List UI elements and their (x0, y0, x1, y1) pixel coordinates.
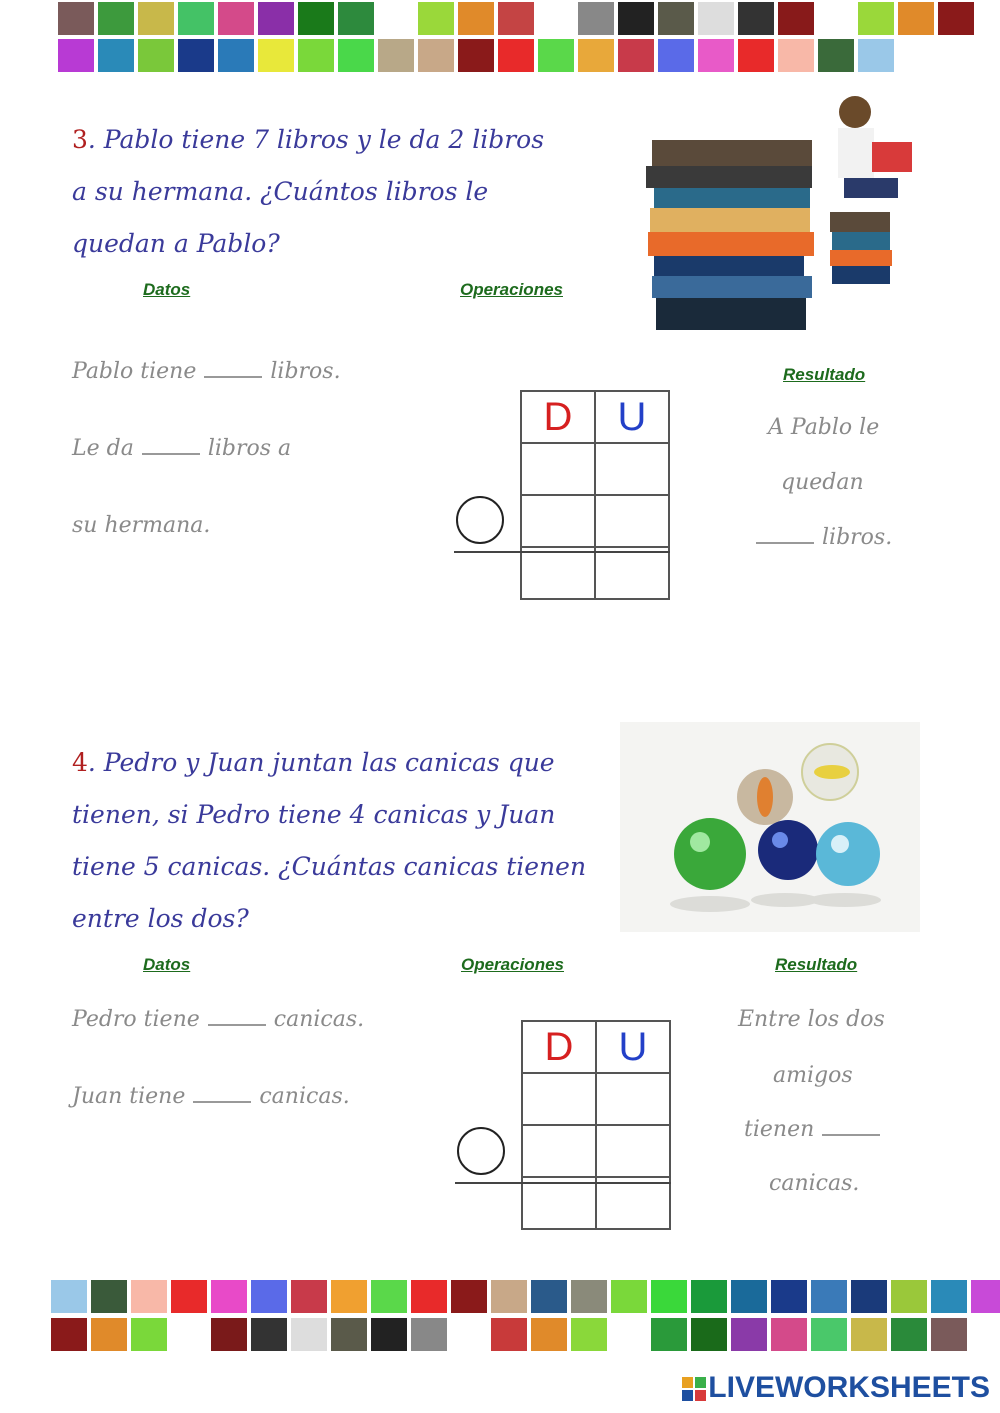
dato-text: Pablo tiene (72, 359, 197, 384)
color-square (898, 2, 934, 35)
answer-blank[interactable] (142, 452, 200, 455)
problem-line: entre los dos? (72, 904, 249, 933)
color-square (851, 1318, 887, 1351)
color-square (58, 39, 94, 72)
grid-cell[interactable] (522, 1177, 596, 1229)
dato-line (72, 1007, 364, 1032)
color-square (578, 39, 614, 72)
color-square (98, 2, 134, 35)
color-square (411, 1280, 447, 1313)
dato-text: canicas. (273, 1007, 365, 1032)
color-square (531, 1318, 567, 1351)
color-square (91, 1280, 127, 1313)
color-square (778, 39, 814, 72)
color-square (771, 1318, 807, 1351)
color-square (331, 1280, 367, 1313)
color-square (171, 1318, 207, 1351)
color-square (698, 39, 734, 72)
color-square (611, 1318, 647, 1351)
color-square (131, 1280, 167, 1313)
color-square (891, 1318, 927, 1351)
dato-line: su hermana. (72, 513, 211, 538)
color-square (971, 1280, 1000, 1313)
color-square (691, 1318, 727, 1351)
color-square (618, 2, 654, 35)
problem-line: tienen, si Pedro tiene 4 canicas y Juan (72, 800, 556, 829)
color-square (538, 2, 574, 35)
color-square (851, 1280, 887, 1313)
color-square (338, 2, 374, 35)
color-square (258, 39, 294, 72)
color-square (738, 2, 774, 35)
color-square (771, 1280, 807, 1313)
problem-line: . Pablo tiene 7 libros y le da 2 libros (87, 125, 545, 154)
color-square (178, 39, 214, 72)
bottom-color-strip-row1 (51, 1280, 1000, 1313)
color-square (498, 2, 534, 35)
grid-cell[interactable] (595, 547, 669, 599)
color-square (451, 1318, 487, 1351)
color-square (818, 2, 854, 35)
resultado-heading: Resultado (783, 365, 866, 384)
units-column-header: U (595, 391, 669, 443)
answer-blank[interactable] (822, 1133, 880, 1136)
color-square (811, 1318, 847, 1351)
liveworksheets-logo-icon (682, 1377, 706, 1401)
sum-line (454, 551, 670, 553)
color-square (458, 2, 494, 35)
result-text: amigos (773, 1063, 853, 1088)
liveworksheets-logo (682, 1371, 990, 1405)
result-text: tienen (744, 1117, 815, 1142)
grid-cell[interactable] (595, 443, 669, 495)
color-square (531, 1280, 567, 1313)
color-square (491, 1280, 527, 1313)
grid-cell[interactable] (596, 1073, 670, 1125)
color-square (658, 39, 694, 72)
problem-line: . Pedro y Juan juntan las canicas que (87, 748, 555, 777)
operator-circle[interactable] (456, 496, 504, 544)
color-square (51, 1280, 87, 1313)
grid-cell[interactable] (521, 495, 595, 547)
color-square (891, 1280, 927, 1313)
answer-blank[interactable] (204, 375, 262, 378)
color-square (291, 1280, 327, 1313)
color-square (698, 2, 734, 35)
color-square (571, 1318, 607, 1351)
color-square (938, 2, 974, 35)
dato-text: Pedro tiene (72, 1007, 200, 1032)
dato-text: Le da (72, 436, 134, 461)
du-operation-grid (521, 1020, 671, 1230)
grid-cell[interactable] (596, 1177, 670, 1229)
color-square (858, 39, 894, 72)
color-square (611, 1280, 647, 1313)
top-color-strip-row1 (58, 2, 974, 35)
color-square (858, 2, 894, 35)
datos-heading: Datos (143, 280, 191, 299)
color-square (258, 2, 294, 35)
dato-text: Juan tiene (72, 1084, 186, 1109)
result-text: A Pablo le (768, 415, 880, 440)
operator-circle[interactable] (457, 1127, 505, 1175)
color-square (458, 39, 494, 72)
color-square (371, 1280, 407, 1313)
color-square (731, 1318, 767, 1351)
color-square (218, 39, 254, 72)
answer-blank[interactable] (193, 1100, 251, 1103)
marbles-illustration (620, 722, 920, 932)
color-square (658, 2, 694, 35)
problem-number: 4 (72, 748, 88, 777)
color-square (291, 1318, 327, 1351)
answer-blank[interactable] (208, 1023, 266, 1026)
answer-blank[interactable] (756, 541, 814, 544)
color-square (418, 39, 454, 72)
color-square (211, 1280, 247, 1313)
color-square (731, 1280, 767, 1313)
sum-line (455, 1182, 671, 1184)
color-square (778, 2, 814, 35)
units-column-header: U (596, 1021, 670, 1073)
color-square (651, 1318, 687, 1351)
color-square (378, 39, 414, 72)
resultado-heading: Resultado (775, 955, 858, 974)
color-square (58, 2, 94, 35)
top-color-strip-row2 (58, 39, 894, 72)
operaciones-heading: Operaciones (460, 280, 563, 299)
color-square (331, 1318, 367, 1351)
color-square (218, 2, 254, 35)
color-square (931, 1280, 967, 1313)
color-square (211, 1318, 247, 1351)
tens-column-header: D (522, 1021, 596, 1073)
color-square (251, 1318, 287, 1351)
color-square (618, 39, 654, 72)
result-text: Entre los dos (738, 1007, 885, 1032)
dato-text: libros a (207, 436, 292, 461)
problem-number: 3 (72, 125, 88, 154)
color-square (98, 39, 134, 72)
grid-cell[interactable] (596, 1125, 670, 1177)
color-square (378, 2, 414, 35)
color-square (538, 39, 574, 72)
color-square (418, 2, 454, 35)
bottom-color-strip-row2 (51, 1318, 967, 1351)
grid-cell[interactable] (521, 443, 595, 495)
color-square (651, 1280, 687, 1313)
color-square (738, 39, 774, 72)
du-operation-grid (520, 390, 670, 600)
color-square (298, 2, 334, 35)
problem-4-text (72, 737, 632, 945)
logo-text: LIVEWORKSHEETS (708, 1371, 990, 1404)
color-square (411, 1318, 447, 1351)
color-square (578, 2, 614, 35)
operaciones-heading: Operaciones (461, 955, 564, 974)
color-square (51, 1318, 87, 1351)
color-square (298, 39, 334, 72)
problem-line: a su hermana. ¿Cuántos libros le (72, 177, 489, 206)
dato-text: canicas. (259, 1084, 350, 1109)
grid-cell[interactable] (522, 1125, 596, 1177)
color-square (178, 2, 214, 35)
result-text: quedan (781, 470, 864, 495)
color-square (811, 1280, 847, 1313)
problem-line: tiene 5 canicas. ¿Cuántas canicas tienen (72, 852, 587, 881)
tens-column-header: D (521, 391, 595, 443)
color-square (691, 1280, 727, 1313)
problem-line: quedan a Pablo? (72, 229, 280, 258)
color-square (338, 39, 374, 72)
dato-line (72, 1084, 350, 1109)
color-square (251, 1280, 287, 1313)
color-square (498, 39, 534, 72)
color-square (491, 1318, 527, 1351)
color-square (371, 1318, 407, 1351)
result-text: libros. (822, 525, 893, 550)
color-square (138, 2, 174, 35)
dato-text: libros. (270, 359, 341, 384)
color-square (571, 1280, 607, 1313)
dato-line (72, 436, 291, 461)
problem-3-text (72, 114, 632, 270)
color-square (138, 39, 174, 72)
dato-line (72, 359, 341, 384)
grid-cell[interactable] (595, 495, 669, 547)
color-square (818, 39, 854, 72)
color-square (931, 1318, 967, 1351)
result-line (744, 1117, 888, 1142)
result-line (748, 525, 892, 550)
grid-cell[interactable] (521, 547, 595, 599)
result-text: canicas. (769, 1171, 860, 1196)
color-square (451, 1280, 487, 1313)
grid-cell[interactable] (522, 1073, 596, 1125)
color-square (171, 1280, 207, 1313)
color-square (91, 1318, 127, 1351)
color-square (131, 1318, 167, 1351)
books-illustration (640, 92, 930, 338)
datos-heading: Datos (143, 955, 191, 974)
